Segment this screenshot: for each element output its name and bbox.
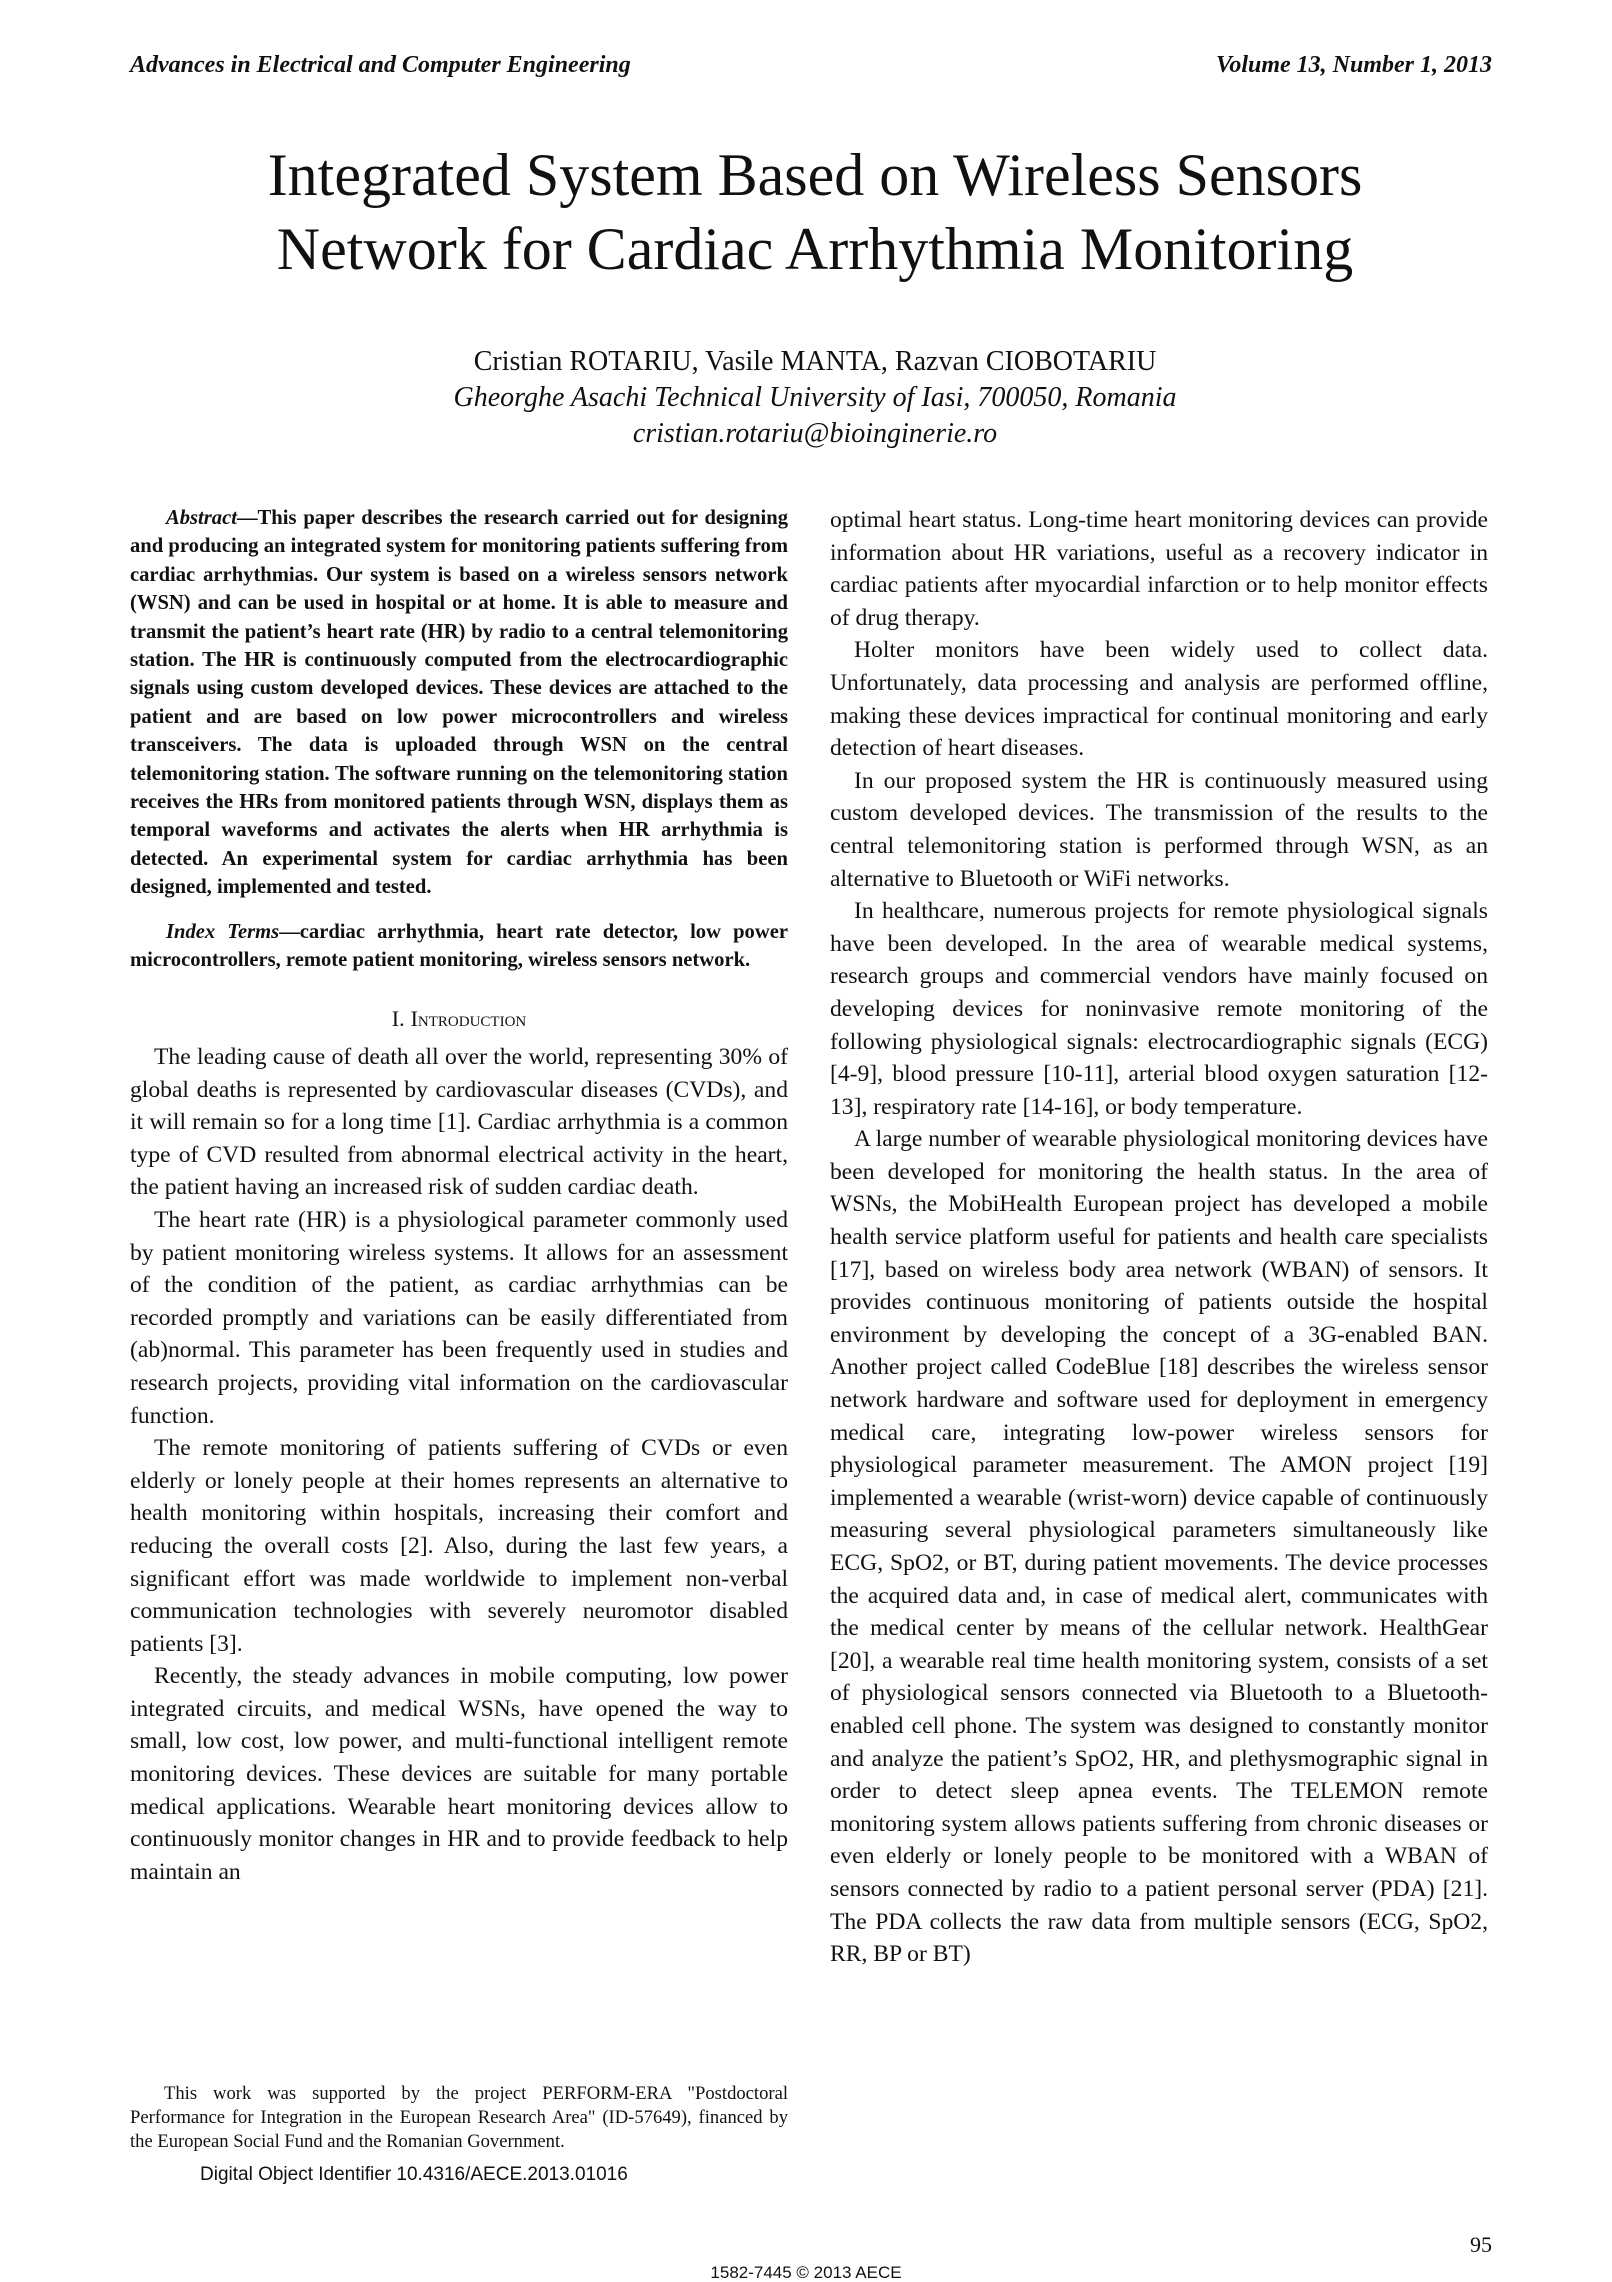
- paragraph: Recently, the steady advances in mobile computing, low power integrated circuits, and medical WSNs, have opened the way to small, low cost, low power, and multi-functional intelligent remote monitoring devices. These devices are suitable for many portable medical applications. Wearable heart monitoring devices allow to continuously monitor changes in HR and to provide feedback to help maintain an: [130, 1663, 788, 1885]
- footnote-text: This work was supported by the project PERFORM-ERA "Postdoctoral Performance for Integration in the European Research Area" (ID-57649), financed by the European Social Fund and the Romanian Government.: [130, 2083, 788, 2152]
- author-block: [140, 344, 1490, 452]
- journal-name: Advances in Electrical and Computer Engineering: [130, 52, 631, 78]
- funding-footnote: [130, 2082, 788, 2154]
- paper-title: [140, 138, 1490, 286]
- paragraph: A large number of wearable physiological monitoring devices have been developed for monitoring the health status. In the area of WSNs, the MobiHealth European project has developed a mobile health service platform useful for patients and health care specialists [17], based on wireless body area network (WBAN) of sensors. It provides continuous monitoring of patients outside the hospital environment by developing the concept of a 3G-enabled BAN. Another project called CodeBlue [18] describes the wireless sensor network hardware and software used for deployment in emergency medical care, integrating low-power wireless sensors for physiological parameter measurement. The AMON project [19] implemented a wearable (wrist-worn) device capable of continuously measuring several physiological parameters simultaneously like ECG, SpO2, or BT, during patient movements. The device processes the acquired data and, in case of medical alert, communicates with the medical center by means of the cellular network. HealthGear [20], a wearable real time health monitoring system, consists of a set of physiological sensors connected via Bluetooth to a Bluetooth-enabled cell phone. The system was designed to constantly monitor and analyze the patient’s SpO2, HR, and plethysmographic signal in order to detect sleep apnea events. The TELEMON remote monitoring system allows patients suffering from chronic diseases or even elderly or lonely people to be monitored with a WBAN of sensors connected by radio to a patient personal server (PDA) [21]. The PDA collects the raw data from multiple sensors (ECG, SpO2, RR, BP or BT): [830, 1126, 1488, 1968]
- title-line-1: Integrated System Based on Wireless Sensors: [267, 142, 1363, 208]
- paragraph: In healthcare, numerous projects for remote physiological signals have been developed. In the area of wearable medical systems, research groups and commercial vendors have mainly focused on developing devices for noninvasive remote monitoring of the following physiological signals: electrocardiographic signals (ECG) [4-9], blood pressure [10-11], arterial blood oxygen saturation [12-13], respiratory rate [14-16], or body temperature.: [830, 898, 1488, 1120]
- author-email: cristian.rotariu@bioinginerie.ro: [632, 418, 998, 449]
- page-number: 95: [1470, 2232, 1492, 2257]
- paragraph: The remote monitoring of patients suffering of CVDs or even elderly or lonely people at their homes represents an alternative to health monitoring within hospitals, increasing their comfort and reducing the overall costs [2]. Also, during the last few years, a significant effort was made worldwide to implement non-verbal communication technologies with severely neuromotor disabled patients [3].: [130, 1435, 788, 1657]
- title-line-2: Network for Cardiac Arrhythmia Monitoring: [276, 216, 1354, 282]
- paragraph: In our proposed system the HR is continuously measured using custom developed devices. The transmission of the results to the central telemonitoring station is performed through WSN, as an alternative to Bluetooth or WiFi networks.: [830, 767, 1488, 892]
- abstract: [130, 504, 788, 902]
- paragraph: Holter monitors have been widely used to collect data. Unfortunately, data processing and analysis are performed offline, making these devices impractical for continual monitoring and early detection of heart diseases.: [830, 637, 1488, 762]
- section-title: Introduction: [410, 1005, 527, 1031]
- section-number: I.: [391, 1005, 405, 1031]
- section-heading-introduction: [130, 1003, 788, 1036]
- abstract-text: —This paper describes the research carried out for designing and producing an integrated system for monitoring patients suffering from cardiac arrhythmias. Our system is based on a wireless sensors network (WSN) and can be used in hospital or at home. It is able to measure and transmit the patient’s heart rate (HR) by radio to a central telemonitoring station. The HR is continuously computed from the electrocardiographic signals using custom developed devices. These devices are attached to the patient and are based on low power microcontrollers and wireless transceivers. The data is uploaded through WSN on the central telemonitoring station. The software running on the telemonitoring station receives the HRs from monitored patients through WSN, displays them as temporal waveforms and activates the alerts when HR arrhythmia is detected. An experimental system for cardiac arrhythmia has been designed, implemented and tested.: [130, 507, 788, 899]
- right-column: [830, 504, 1488, 1971]
- paragraph: The leading cause of death all over the world, representing 30% of global deaths is represented by cardiovascular diseases (CVDs), and it will remain so for a long time [1]. Cardiac arrhythmia is a common type of CVD resulted from abnormal electrical activity in the heart, the patient having an increased risk of sudden cardiac death.: [130, 1044, 788, 1201]
- index-terms-text: —cardiac arrhythmia, heart rate detector, low power microcontrollers, remote patient monitoring, wireless sensors network.: [130, 920, 788, 972]
- author-affiliation: Gheorghe Asachi Technical University of Iasi, 700050, Romania: [453, 382, 1177, 413]
- copyright-line: 1582-7445 © 2013 AECE: [710, 2263, 902, 2282]
- abstract-lead: Abstract: [166, 507, 237, 529]
- index-terms-lead: Index Terms: [166, 920, 280, 943]
- index-terms: [130, 918, 788, 975]
- author-names: Cristian ROTARIU, Vasile MANTA, Razvan CIOBOTARIU: [473, 346, 1157, 377]
- volume-info: Volume 13, Number 1, 2013: [1215, 52, 1492, 78]
- paragraph: optimal heart status. Long-time heart monitoring devices can provide information about HR variations, useful as a recovery indicator in cardiac patients after myocardial infarction or to help monitor effects of drug therapy.: [830, 507, 1488, 631]
- doi-identifier: Digital Object Identifier 10.4316/AECE.2013.01016: [200, 2164, 628, 2185]
- paragraph: The heart rate (HR) is a physiological parameter commonly used by patient monitoring wireless systems. It allows for an assessment of the condition of the patient, as cardiac arrhythmias can be recorded promptly and variations can be easily differentiated from (ab)normal. This parameter has been frequently used in studies and research projects, providing vital information on the cardiovascular function.: [130, 1206, 788, 1429]
- left-column: [130, 504, 788, 1888]
- running-head: [130, 52, 1492, 92]
